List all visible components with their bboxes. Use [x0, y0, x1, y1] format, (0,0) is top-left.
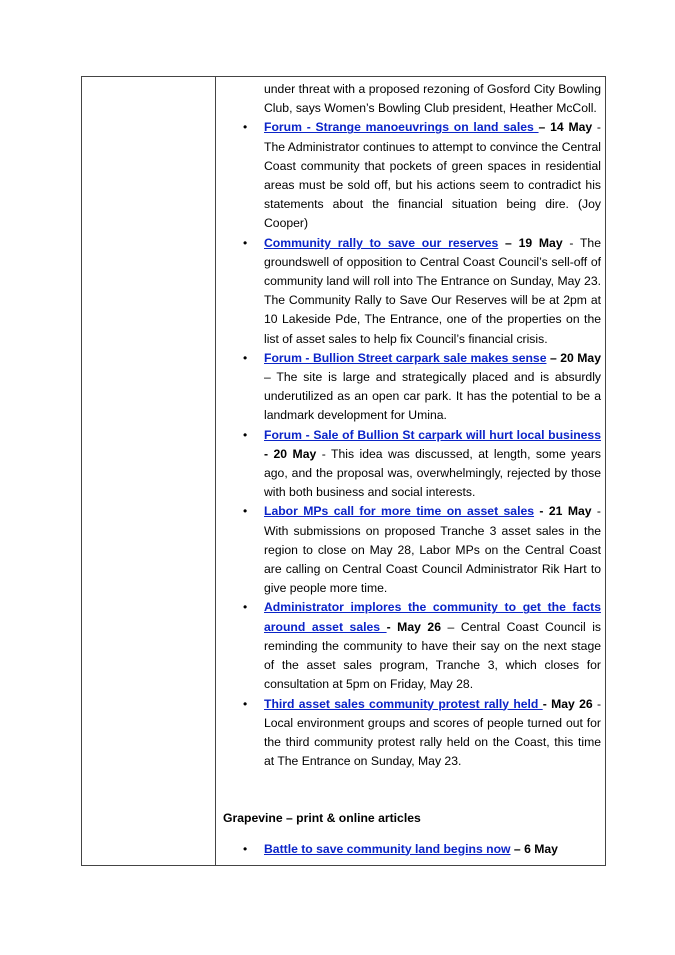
article-separator: - — [264, 446, 274, 461]
article-date: 19 May — [518, 235, 563, 250]
table-right-cell — [223, 80, 601, 859]
article-summary: – Central Coast Council is reminding the community to have their say on the next stage of the asset sales program, Tranche 3, which closes for consultation at 5pm on Friday, May 28. — [264, 619, 601, 692]
article-summary: - The Administrator continues to attempt to convince the Central Coast community that pockets of green spaces in residential areas must be sold off, but his actions seem to contradict his statements about the financial situation being dire. (Joy Cooper) — [264, 120, 601, 231]
intro-paragraph: under threat with a proposed rezoning of Gosford City Bowling Club, says Women’s Bowling Club president, Heather McColl. — [264, 82, 601, 116]
article-link[interactable]: Forum - Sale of Bullion St carpark will hurt local business — [264, 427, 601, 442]
list-item — [223, 349, 601, 426]
article-separator: - — [386, 619, 398, 634]
list-item — [223, 695, 601, 772]
article-separator: - — [534, 504, 549, 519]
news-list — [223, 118, 601, 771]
list-item — [223, 234, 601, 349]
article-date: 6 May — [524, 841, 558, 856]
article-date: 20 May — [560, 350, 601, 365]
article-date: 20 May — [273, 446, 317, 461]
grapevine-list — [223, 840, 601, 859]
article-date: 21 May — [548, 504, 592, 519]
list-item — [223, 502, 601, 598]
article-link[interactable]: Forum - Strange manoeuvrings on land sales — [264, 120, 539, 135]
column-divider — [215, 76, 216, 866]
article-summary: - This idea was discussed, at length, some years ago, and the proposal was, overwhelmingly, rejected by those with both business and social interests. — [264, 446, 601, 500]
article-separator: – — [510, 841, 525, 856]
list-item — [223, 840, 601, 859]
article-link[interactable]: Third asset sales community protest rally held — [264, 696, 543, 711]
list-item — [223, 598, 601, 694]
article-summary: - With submissions on proposed Tranche 3 asset sales in the region to close on May 28, Labor MPs on the Central Coast are calling on Central Coast Council Administrator Rik Hart to give people more time. — [264, 504, 601, 596]
article-separator: – — [498, 235, 519, 250]
article-date: 14 May — [550, 120, 593, 135]
article-link[interactable]: Forum - Bullion Street carpark sale makes sense — [264, 350, 547, 365]
bullet-icon: • — [243, 120, 248, 135]
bullet-icon: • — [243, 427, 248, 442]
article-link[interactable]: Administrator implores the community to get the facts around asset sales — [264, 600, 601, 634]
list-item — [223, 426, 601, 503]
bullet-icon: • — [243, 504, 248, 519]
bullet-icon: • — [243, 841, 248, 856]
section-heading: Grapevine – print & online articles — [223, 811, 421, 826]
article-separator: – — [538, 120, 551, 135]
article-link[interactable]: Battle to save community land begins now — [264, 841, 511, 856]
bullet-icon: • — [243, 696, 248, 711]
article-date: May 26 — [551, 696, 593, 711]
article-separator: - — [542, 696, 552, 711]
bullet-icon: • — [243, 235, 248, 250]
article-link[interactable]: Community rally to save our reserves — [264, 235, 499, 250]
article-summary: - Local environment groups and scores of people turned out for the third community protest rally held on the Coast, this time at The Entrance on Sunday, May 23. — [264, 696, 602, 769]
article-summary: - The groundswell of opposition to Central Coast Council’s sell-off of community land will roll into The Entrance on Sunday, May 23. The Community Rally to Save Our Reserves will be at 2pm at 10 Lakeside Pde, The Entrance, one of the properties on the list of asset sales to help fix Council’s financial crisis. — [264, 235, 601, 346]
article-link[interactable]: Labor MPs call for more time on asset sales — [264, 504, 535, 519]
article-summary: – The site is large and strategically placed and is absurdly underutilized as an open car park. It has the potential to be a landmark development for Umina. — [264, 370, 601, 423]
article-date: May 26 — [397, 619, 441, 634]
bullet-icon: • — [243, 350, 248, 365]
article-separator: – — [546, 350, 561, 365]
list-item — [223, 118, 601, 233]
bullet-icon: • — [243, 600, 248, 615]
